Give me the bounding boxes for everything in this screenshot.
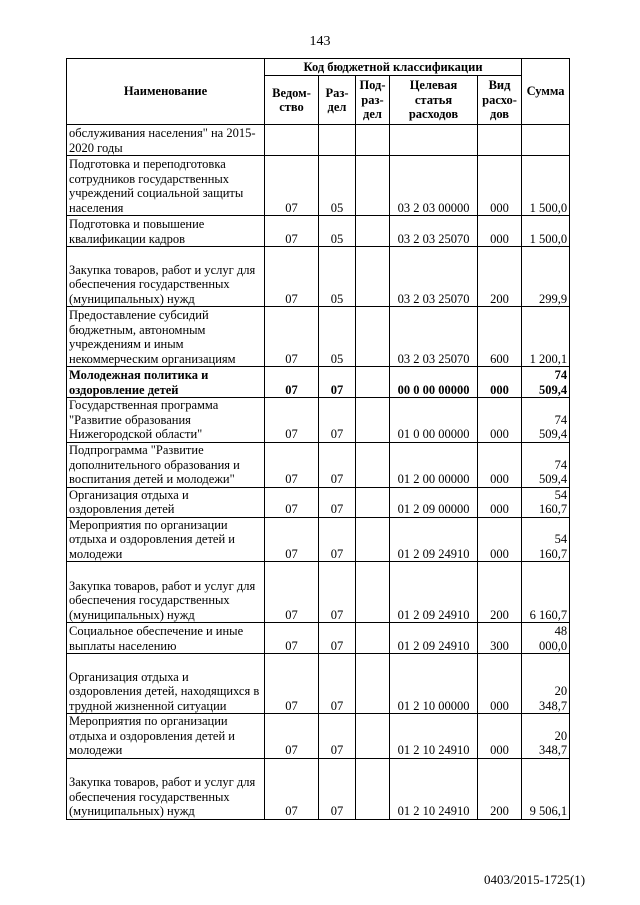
row-vedomstvo (265, 125, 319, 156)
row-expense-type: 000 (478, 156, 522, 216)
row-target-article: 01 2 09 24910 (390, 562, 478, 623)
header-sum: Сумма (522, 59, 570, 125)
row-podrazdel (356, 307, 390, 367)
row-vedomstvo: 07 (265, 654, 319, 714)
row-expense-type: 200 (478, 562, 522, 623)
budget-table (66, 58, 570, 820)
row-name: Молодежная политика и оздоровление детей (67, 367, 265, 398)
table-row (67, 247, 570, 307)
table-row (67, 125, 570, 156)
row-podrazdel (356, 247, 390, 307)
row-sum: 74 509,4 (522, 367, 570, 398)
header-vedomstvo: Ведом-ство (265, 76, 319, 125)
row-target-article: 00 0 00 00000 (390, 367, 478, 398)
row-sum: 74 509,4 (522, 398, 570, 443)
row-expense-type: 200 (478, 247, 522, 307)
row-expense-type (478, 125, 522, 156)
table-row (67, 398, 570, 443)
row-expense-type: 000 (478, 487, 522, 517)
row-expense-type: 000 (478, 398, 522, 443)
row-name: обслуживания населения" на 2015-2020 годы (67, 125, 265, 156)
row-podrazdel (356, 367, 390, 398)
table-row (67, 216, 570, 247)
document-code: 0403/2015-1725(1) (484, 872, 586, 887)
row-razdel (319, 125, 356, 156)
table-row (67, 623, 570, 654)
row-target-article: 01 2 09 00000 (390, 487, 478, 517)
row-sum: 1 500,0 (522, 216, 570, 247)
row-expense-type: 300 (478, 623, 522, 654)
row-podrazdel (356, 562, 390, 623)
row-vedomstvo: 07 (265, 623, 319, 654)
header-podrazdel: Под-раз-дел (356, 76, 390, 125)
row-name: Мероприятия по организации отдыха и оздоровления детей и молодежи (67, 714, 265, 759)
row-sum: 1 200,1 (522, 307, 570, 367)
row-razdel: 05 (319, 156, 356, 216)
row-name: Подготовка и переподготовка сотрудников государственных учреждений социальной защиты населения (67, 156, 265, 216)
row-razdel: 05 (319, 307, 356, 367)
row-vedomstvo: 07 (265, 517, 319, 562)
row-expense-type: 000 (478, 517, 522, 562)
row-vedomstvo: 07 (265, 758, 319, 819)
row-sum: 20 348,7 (522, 714, 570, 759)
header-name: Наименование (67, 59, 265, 125)
row-vedomstvo: 07 (265, 562, 319, 623)
row-razdel: 07 (319, 487, 356, 517)
row-target-article: 01 2 00 00000 (390, 442, 478, 487)
row-sum: 20 348,7 (522, 654, 570, 714)
row-name: Подготовка и повышение квалификации кадров (67, 216, 265, 247)
row-target-article: 03 2 03 25070 (390, 247, 478, 307)
row-podrazdel (356, 714, 390, 759)
row-sum: 74 509,4 (522, 442, 570, 487)
row-name: Закупка товаров, работ и услуг для обеспечения государственных (муниципальных) нужд (67, 562, 265, 623)
row-expense-type: 000 (478, 654, 522, 714)
row-podrazdel (356, 487, 390, 517)
row-sum: 299,9 (522, 247, 570, 307)
row-razdel: 07 (319, 367, 356, 398)
row-name: Социальное обеспечение и иные выплаты населению (67, 623, 265, 654)
row-podrazdel (356, 125, 390, 156)
row-sum: 54 160,7 (522, 517, 570, 562)
row-expense-type: 600 (478, 307, 522, 367)
table-row (67, 562, 570, 623)
table-row (67, 442, 570, 487)
table-row (67, 156, 570, 216)
row-vedomstvo: 07 (265, 714, 319, 759)
row-name: Закупка товаров, работ и услуг для обеспечения государственных (муниципальных) нужд (67, 758, 265, 819)
table-row (67, 307, 570, 367)
row-expense-type: 000 (478, 216, 522, 247)
row-vedomstvo: 07 (265, 398, 319, 443)
row-name: Подпрограмма "Развитие дополнительного образования и воспитания детей и молодежи" (67, 442, 265, 487)
row-name: Организация отдыха и оздоровления детей (67, 487, 265, 517)
row-vedomstvo: 07 (265, 156, 319, 216)
row-name: Государственная программа "Развитие образования Нижегородской области" (67, 398, 265, 443)
row-name: Организация отдыха и оздоровления детей, находящихся в трудной жизненной ситуации (67, 654, 265, 714)
row-sum: 1 500,0 (522, 156, 570, 216)
row-target-article: 01 2 09 24910 (390, 623, 478, 654)
row-expense-type: 000 (478, 367, 522, 398)
page-number: 143 (309, 34, 331, 49)
row-razdel: 07 (319, 398, 356, 443)
row-target-article: 01 0 00 00000 (390, 398, 478, 443)
table-row (67, 367, 570, 398)
row-razdel: 07 (319, 714, 356, 759)
row-vedomstvo: 07 (265, 247, 319, 307)
row-vedomstvo: 07 (265, 487, 319, 517)
row-podrazdel (356, 654, 390, 714)
row-name: Мероприятия по организации отдыха и оздоровления детей и молодежи (67, 517, 265, 562)
row-target-article: 03 2 03 00000 (390, 156, 478, 216)
row-name: Закупка товаров, работ и услуг для обеспечения государственных (муниципальных) нужд (67, 247, 265, 307)
row-sum: 48 000,0 (522, 623, 570, 654)
table-body (67, 125, 570, 820)
row-sum: 54 160,7 (522, 487, 570, 517)
header-classification-group: Код бюджетной классификации (265, 59, 522, 76)
table-row (67, 654, 570, 714)
table-row (67, 487, 570, 517)
row-razdel: 07 (319, 442, 356, 487)
row-razdel: 07 (319, 758, 356, 819)
row-razdel: 07 (319, 517, 356, 562)
row-podrazdel (356, 517, 390, 562)
row-sum: 9 506,1 (522, 758, 570, 819)
row-razdel: 07 (319, 654, 356, 714)
table-row (67, 758, 570, 819)
row-podrazdel (356, 758, 390, 819)
header-razdel: Раз-дел (319, 76, 356, 125)
row-razdel: 05 (319, 216, 356, 247)
row-expense-type: 200 (478, 758, 522, 819)
row-target-article: 03 2 03 25070 (390, 307, 478, 367)
row-vedomstvo: 07 (265, 367, 319, 398)
row-podrazdel (356, 156, 390, 216)
row-vedomstvo: 07 (265, 442, 319, 487)
row-sum (522, 125, 570, 156)
row-vedomstvo: 07 (265, 307, 319, 367)
row-target-article: 01 2 09 24910 (390, 517, 478, 562)
row-target-article (390, 125, 478, 156)
row-podrazdel (356, 398, 390, 443)
row-podrazdel (356, 216, 390, 247)
row-podrazdel (356, 442, 390, 487)
row-razdel: 05 (319, 247, 356, 307)
row-target-article: 01 2 10 00000 (390, 654, 478, 714)
row-razdel: 07 (319, 623, 356, 654)
row-target-article: 01 2 10 24910 (390, 714, 478, 759)
row-expense-type: 000 (478, 714, 522, 759)
row-sum: 6 160,7 (522, 562, 570, 623)
header-expense-type: Вид расхо-дов (478, 76, 522, 125)
row-podrazdel (356, 623, 390, 654)
row-expense-type: 000 (478, 442, 522, 487)
row-target-article: 03 2 03 25070 (390, 216, 478, 247)
header-target-article: Целевая статья расходов (390, 76, 478, 125)
table-row (67, 714, 570, 759)
row-vedomstvo: 07 (265, 216, 319, 247)
row-target-article: 01 2 10 24910 (390, 758, 478, 819)
row-razdel: 07 (319, 562, 356, 623)
table-row (67, 517, 570, 562)
row-name: Предоставление субсидий бюджетным, автономным учреждениям и иным некоммерческим организациям (67, 307, 265, 367)
